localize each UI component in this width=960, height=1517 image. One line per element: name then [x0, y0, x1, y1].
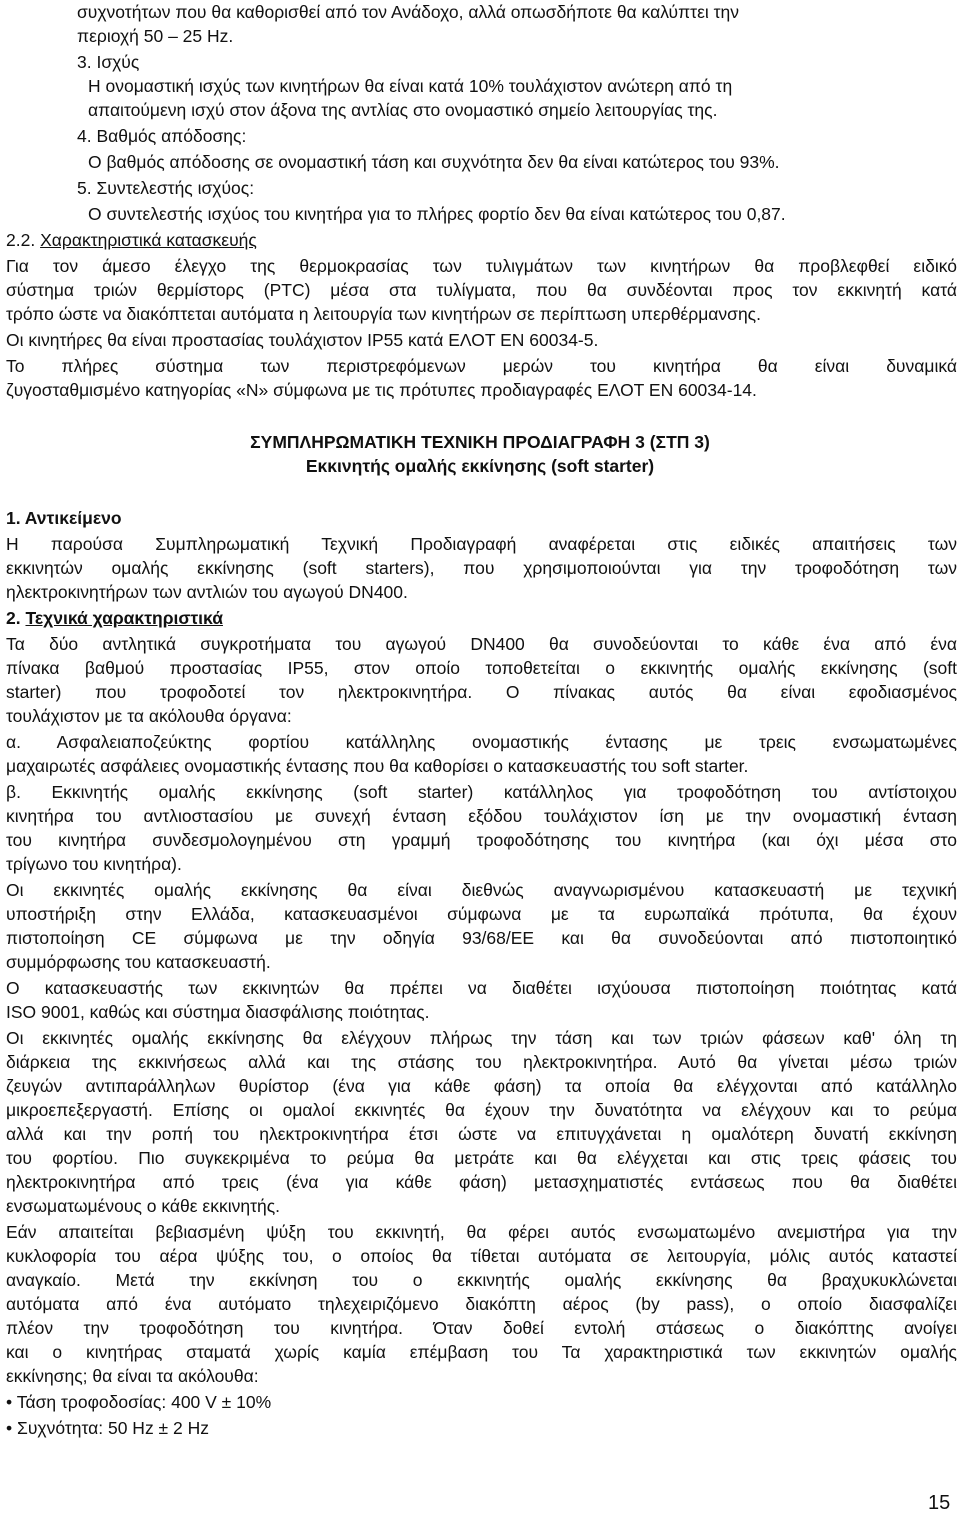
paragraph-line: Ο κατασκευαστής των εκκινητών θα πρέπει να διαθέτει ισχύουσα πιστοποίηση ποιότητας κατά: [6, 978, 957, 998]
spec-title-line-2: Εκκινητής ομαλής εκκίνησης (soft starter): [305, 456, 655, 476]
paragraph-line: πλέον την τροφοδότηση του κινητήρα. Όταν δοθεί εντολή στάσεως ο διακόπτης ανοίγει: [6, 1318, 957, 1338]
bullet-text: Τάση τροφοδοσίας: 400 V ± 10%: [16, 1392, 272, 1412]
bullet-item: [6, 1416, 209, 1440]
paragraph-line: Οι εκκινητές ομαλής εκκίνησης θα είναι διεθνώς αναγνωρισμένου κατασκευαστή με τεχνική: [6, 880, 957, 900]
paragraph-line: πιστοποίηση CE σύμφωνα με την οδηγία 93/68/ΕΕ και θα συνοδεύονται από πιστοποιητικό: [6, 928, 957, 948]
bullet-text: Συχνότητα: 50 Hz ± 2 Hz: [17, 1418, 210, 1438]
paragraph-line: ISO 9001, καθώς και σύστημα διασφάλισης ποιότητας.: [6, 1002, 430, 1022]
paragraph-line: Η παρούσα Συμπληρωματική Τεχνική Προδιαγραφή αναφέρεται στις ειδικές απαιτήσεις των: [6, 534, 957, 554]
paragraph-line: μικροεπεξεργαστή. Επίσης οι ομαλοί εκκινητές θα έχουν την δυνατότητα να ελέγχουν και το ρεύμα: [6, 1100, 957, 1120]
paragraph-line: αναγκαίο. Μετά την εκκίνηση του ο εκκινητής ομαλής εκκίνησης θα βραχυκυκλώνεται: [6, 1270, 957, 1290]
paragraph-line: πίνακα βαθμού προστασίας IP55, στον οποίο τοποθετείται ο εκκινητής ομαλής εκκίνησης (soft: [6, 658, 957, 678]
continued-line-2: περιοχή 50 – 25 Hz.: [77, 26, 234, 46]
item-3-line: Η ονομαστική ισχύς των κινητήρων θα είναι κατά 10% τουλάχιστον ανώτερη από τη: [88, 76, 733, 96]
bullet-item: [6, 1390, 271, 1414]
continued-line-1: συχνοτήτων που θα καθορισθεί από τον Ανάδοχο, αλλά οπωσδήποτε θα καλύπτει την: [77, 2, 740, 22]
paragraph-line: κυκλοφορία του αέρα ψύξης του, ο οποίος θα τίθεται αυτόματα σε λειτουργία, μόλις αυτός καταστεί: [6, 1246, 957, 1266]
paragraph-line: Τα δύο αντλητικά συγκροτήματα του αγωγού DN400 θα συνοδεύονται το κάθε ένα από ένα: [6, 634, 957, 654]
paragraph-line: τρίγωνο του κινητήρα).: [6, 854, 182, 874]
item-4-title: 4. Βαθμός απόδοσης:: [77, 126, 247, 146]
paragraph-line: ζυγοσταθμισμένο κατηγορίας «Ν» σύμφωνα με τις πρότυπες προδιαγραφές ΕΛΟΤ ΕΝ 60034-14.: [6, 380, 757, 400]
paragraph-line: κινητήρα του αντλιοστασίου με συνεχή ένταση εξόδου τουλάχιστον ίση με την ονομαστική ένταση: [6, 806, 957, 826]
paragraph-line: σύστημα τριών θερμίστορς (PTC) μέσα στα τυλίγματα, που θα συνδέονται προς τον εκκινητή κατά: [6, 280, 957, 300]
page-number: 15: [928, 1492, 951, 1514]
item-3-title: 3. Ισχύς: [77, 52, 140, 72]
item-5-line: Ο συντελεστής ισχύος του κινητήρα για το πλήρες φορτίο δεν θα είναι κατώτερος του 0,87.: [88, 204, 786, 224]
item-4-line: Ο βαθμός απόδοσης σε ονομαστική τάση και συχνότητα δεν θα είναι κατώτερος του 93%.: [88, 152, 780, 172]
paragraph-line: Για τον άμεσο έλεγχο της θερμοκρασίας των τυλιγμάτων των κινητήρων θα προβλεφθεί ειδικό: [6, 256, 957, 276]
paragraph-line: α. Ασφαλειαποζεύκτης φορτίου κατάλληλης ονομαστικής έντασης με τρεις ενσωματωμένες: [6, 732, 957, 752]
paragraph-line: μαχαιρωτές ασφάλειες ονομαστικής έντασης που θα καθορίσει ο κατασκευαστής του soft starter.: [6, 756, 749, 776]
paragraph-line: Το πλήρες σύστημα των περιστρεφόμενων μερών του κινητήρα θα είναι δυναμικά: [6, 356, 957, 376]
paragraph-line: εκκίνησης; θα είναι τα ακόλουθα:: [6, 1366, 259, 1386]
paragraph-line: ηλεκτροκινητήρων των αντλιών του αγωγού DN400.: [6, 582, 408, 602]
technical-heading: [6, 606, 223, 630]
paragraph-line: ζευγών αντιπαράλληλων θυρίστορ (ένα για κάθε φάση) τα οποία θα ελέγχονται από κατάλληλο: [6, 1076, 957, 1096]
paragraph-line: τρόπο ώστε να διακόπτεται αυτόματα η λειτουργία των κινητήρων σε περίπτωση υπερθέρμανσης.: [6, 304, 761, 324]
paragraph-line: εκκινητών ομαλής εκκίνησης (soft starters), που χρησιμοποιούνται για την τροφοδότηση των: [6, 558, 957, 578]
paragraph-line: τουλάχιστον με τα ακόλουθα όργανα:: [6, 706, 292, 726]
section-title: Χαρακτηριστικά κατασκευής: [40, 230, 257, 250]
paragraph-line: starter) που τροφοδοτεί τον ηλεκτροκινητήρα. Ο πίνακας αυτός θα είναι εφοδιασμένος: [6, 682, 957, 702]
section-2-2-heading: [6, 228, 257, 252]
paragraph-line: Οι εκκινητές ομαλής εκκίνησης θα ελέγχουν πλήρως την τάση και των τριών φάσεων καθ' όλη τη: [6, 1028, 957, 1048]
paragraph-line: υποστήριξη στην Ελλάδα, κατασκευασμένοι σύμφωνα με τα ευρωπαϊκά πρότυπα, θα έχουν: [6, 904, 957, 924]
paragraph-line: ενσωματωμένους ο κάθε εκκινητής.: [6, 1196, 281, 1216]
object-heading: 1. Αντικείμενο: [6, 508, 122, 528]
item-3-line: απαιτούμενη ισχύ στον άξονα της αντλίας στο ονομαστικό σημείο λειτουργίας της.: [88, 100, 718, 120]
paragraph-line: συμμόρφωσης του κατασκευαστή.: [6, 952, 271, 972]
item-5-title: 5. Συντελεστής ισχύος:: [77, 178, 255, 198]
paragraph-line: του φορτίου. Πιο συγκεκριμένα το ρεύμα θα μετράτε και θα ελέγχεται και στις τρεις φάσεις του: [6, 1148, 957, 1168]
technical-number: 2.: [6, 608, 21, 628]
paragraph-line: Εάν απαιτείται βεβιασμένη ψύξη του εκκινητή, θα φέρει αυτός ενσωματωμένο ανεμιστήρα για την: [6, 1222, 957, 1242]
paragraph-line: αυτόματα από ένα αυτόματο τηλεχειριζόμενο διακόπτη αέρος (by pass), ο οποίο διασφαλίζει: [6, 1294, 957, 1314]
paragraph-line: ηλεκτροκινητήρα από τρεις (ένα για κάθε φάση) μετασχηματιστές εντάσεως που θα διαθέτει: [6, 1172, 957, 1192]
section-number: 2.2.: [6, 230, 36, 250]
paragraph-line: και ο κινητήρας σταματά χωρίς καμία επέμβαση του Τα χαρακτηριστικά των εκκινητών ομαλής: [6, 1342, 957, 1362]
paragraph-line: αλλά και την ροπή του ηλεκτροκινητήρα έτσι ώστε να επιτυγχάνεται η ομαλότερη δυνατή εκκίνηση: [6, 1124, 957, 1144]
bullet-icon: •: [6, 1418, 13, 1438]
paragraph-line: διάρκεια της εκκινήσεως αλλά και της στάσης του ηλεκτροκινητήρα. Αυτό θα γίνεται μέσω τριών: [6, 1052, 957, 1072]
paragraph-line: β. Εκκινητής ομαλής εκκίνησης (soft starter) κατάλληλος για τροφοδότηση του αντίστοιχου: [6, 782, 957, 802]
spec-title-line-1: ΣΥΜΠΛΗΡΩΜΑΤΙΚΗ ΤΕΧΝΙΚΗ ΠΡΟΔΙΑΓΡΑΦΗ 3 (ΣΤΠ 3): [250, 432, 710, 452]
bullet-icon: •: [6, 1392, 13, 1412]
paragraph-line: Οι κινητήρες θα είναι προστασίας τουλάχιστον IP55 κατά ΕΛΟΤ ΕΝ 60034-5.: [6, 330, 599, 350]
paragraph-line: του κινητήρα συνδεσμολογημένου στη γραμμή τροφοδότησης του κινητήρα (και όχι μέσα στο: [6, 830, 957, 850]
technical-title: Τεχνικά χαρακτηριστικά: [25, 608, 223, 628]
